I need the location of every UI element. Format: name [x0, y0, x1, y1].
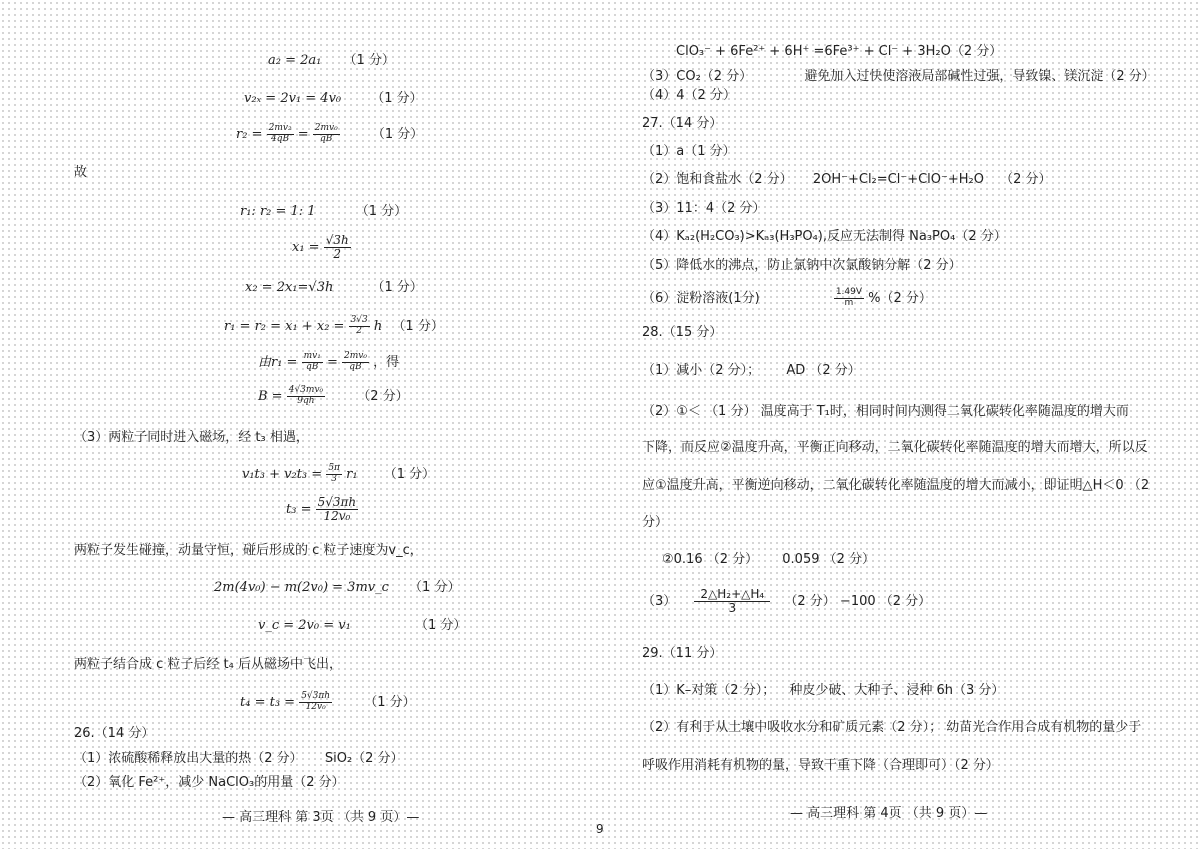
question-27-part-3: （3）11：4（2 分）: [642, 201, 766, 216]
question-26-heading: 26.（14 分）: [74, 726, 155, 741]
paragraph-collision: 两粒子发生碰撞，动量守恒，碰后形成的 c 粒子速度为v_c，: [74, 543, 423, 558]
fraction: $\frac{\text{mv₁}}{qB}$: [303, 351, 321, 372]
question-28-part-2-line-4: 分）: [642, 515, 669, 530]
equation-x1: x₁ = $\frac{√3h}{2}$: [292, 233, 349, 262]
equation-a2: a₂ = 2a₁ （1 分）: [268, 53, 395, 68]
question-26-part-4: （4）4（2 分）: [642, 88, 736, 103]
paragraph-combine: 两粒子结合成 c 粒子后经 t₄ 后从磁场中飞出，: [74, 657, 342, 672]
question-26-part-3: （3）CO₂（2 分） 避免加入过快使溶液局部碱性过强，导致镍、镁沉淀（2 分）: [642, 69, 1155, 84]
question-29-part-1: （1）K–对策（2 分）； 种皮少破、大种子、浸种 6h（3 分）: [642, 683, 1005, 698]
question-27-part-5: （5）降低水的沸点，防止氯钠中次氯酸钠分解（2 分）: [642, 258, 962, 273]
equation-momentum: 2m(4v₀) − m(2v₀) = 3mv_c （1 分）: [214, 580, 461, 595]
fraction: $\frac{3√3}{2}$: [350, 315, 368, 336]
fraction: $\frac{\text{2mv₀}}{qB}$: [314, 123, 338, 144]
equation-x2: x₂ = 2x₁=√3h （1 分）: [245, 280, 423, 295]
question-29-part-2-line-2: 呼吸作用消耗有机物的量，导致干重下降（合理即可）（2 分）: [642, 758, 999, 773]
question-26-part-2: （2）氧化 Fe²⁺，减少 NaClO₃的用量（2 分）: [74, 775, 345, 790]
question-29-part-2-line-1: （2）有利于从土壤中吸收水分和矿质元素（2 分）； 幼苗光合作用合成有机物的量少于: [642, 720, 1142, 735]
right-page-footer: — 高三理科 第 4页 （共 9 页）—: [790, 806, 988, 821]
question-26-part-1: （1）浓硫酸稀释放出大量的热（2 分） SiO₂（2 分）: [74, 751, 404, 766]
question-28-part-2-values: ②0.16 （2 分） 0.059 （2 分）: [662, 552, 876, 567]
question-27-heading: 27.（14 分）: [642, 116, 723, 131]
question-27-part-2: （2）饱和食盐水（2 分） 2OH⁻+Cl₂=Cl⁻+ClO⁻+H₂O （2 分）: [642, 172, 1052, 187]
equation-chlorate: ClO₃⁻ + 6Fe²⁺ + 6H⁺ =6Fe³⁺ + Cl⁻ + 3H₂O（2 分）: [676, 44, 1003, 59]
equation-ratio: r₁: r₂ = 1: 1 （1 分）: [240, 204, 408, 219]
equation-r1-r2: r₁ = r₂ = x₁ + x₂ = $\frac{3√3}{2}$ h （1 分）: [224, 315, 444, 336]
fraction: $\frac{1.49V}{m}$: [835, 287, 863, 308]
left-page-footer: — 高三理科 第 3页 （共 9 页）—: [222, 810, 420, 825]
fraction: $\frac{5\pi}{3}$: [328, 463, 340, 484]
fraction: $\frac{5√3\pi h}{\text{12v₀}}$: [317, 495, 357, 524]
equation-v2x: v₂ₓ = 2v₁ = 4v₀ （1 分）: [244, 91, 423, 106]
question-28-part-2-line-2: 下降，而反应②温度升高，平衡正向移动，二氧化碳转化率随温度的增大而增大，所以反: [642, 440, 1148, 455]
question-28-part-2-line-3: 应①温度升高，平衡逆向移动，二氧化碳转化率随温度的增大而减小，即证明△H＜0 （2: [642, 478, 1150, 493]
question-27-part-4: （4）Kₐ₂(H₂CO₃)>Kₐ₃(H₃PO₄),反应无法制得 Na₃PO₄（2 分）: [642, 229, 1007, 244]
fraction: $\frac{\text{2mv₂}}{4qB}$: [268, 123, 292, 144]
question-28-part-2-line-1: （2）①＜ （1 分） 温度高于 T₁时，相同时间内测得二氧化碳转化率随温度的增大而: [642, 404, 1129, 419]
question-28-heading: 28.（15 分）: [642, 325, 723, 340]
fraction: $\frac{√3h}{2}$: [325, 233, 349, 262]
fraction: $\frac{\text{2mv₀}}{qB}$: [344, 351, 367, 372]
text-gu: 故: [74, 165, 88, 180]
paragraph-part-3: （3）两粒子同时进入磁场，经 t₃ 相遇，: [74, 430, 309, 445]
question-27-part-6: （6）淀粉溶液(1分) $\frac{1.49V}{m}$ %（2 分）: [642, 287, 932, 308]
equation-r2: r₂ = $\frac{\text{2mv₂}}{4qB}$ = $\frac{\text{2mv₀}}{qB}$ （1 分）: [236, 123, 424, 144]
equation-from-r1: 由r₁ = $\frac{\text{mv₁}}{qB}$ = $\frac{\text{2mv₀}}{qB}$ ，得: [258, 351, 400, 372]
equation-v-t3: v₁t₃ + v₂t₃ = $\frac{5\pi}{3}$ r₁ （1 分）: [242, 463, 436, 484]
question-28-part-1: （1）减小（2 分）； AD （2 分）: [642, 363, 861, 378]
page-number: 9: [596, 822, 604, 836]
equation-t4: t₄ = t₃ = $\frac{5√3\pi h}{\text{12v₀}}$ （1 分）: [240, 691, 416, 712]
equation-b: B = $\frac{\text{4√3mv₀}}{9qh}$ （2 分）: [258, 385, 409, 406]
fraction: $\frac{\text{2△H₂+△H₄}}{3}$: [694, 588, 770, 615]
question-28-part-3: （3） $\frac{\text{2△H₂+△H₄}}{3}$ （2 分） −100 （2 分）: [642, 587, 932, 616]
equation-t3: t₃ = $\frac{5√3\pi h}{\text{12v₀}}$: [286, 495, 357, 524]
question-27-part-1: （1）a（1 分）: [642, 144, 736, 159]
fraction: $\frac{\text{4√3mv₀}}{9qh}$: [288, 385, 324, 406]
fraction: $\frac{5√3\pi h}{\text{12v₀}}$: [301, 691, 331, 712]
question-29-heading: 29.（11 分）: [642, 646, 723, 661]
equation-vc: v_c = 2v₀ = v₁ （1 分）: [258, 618, 467, 633]
